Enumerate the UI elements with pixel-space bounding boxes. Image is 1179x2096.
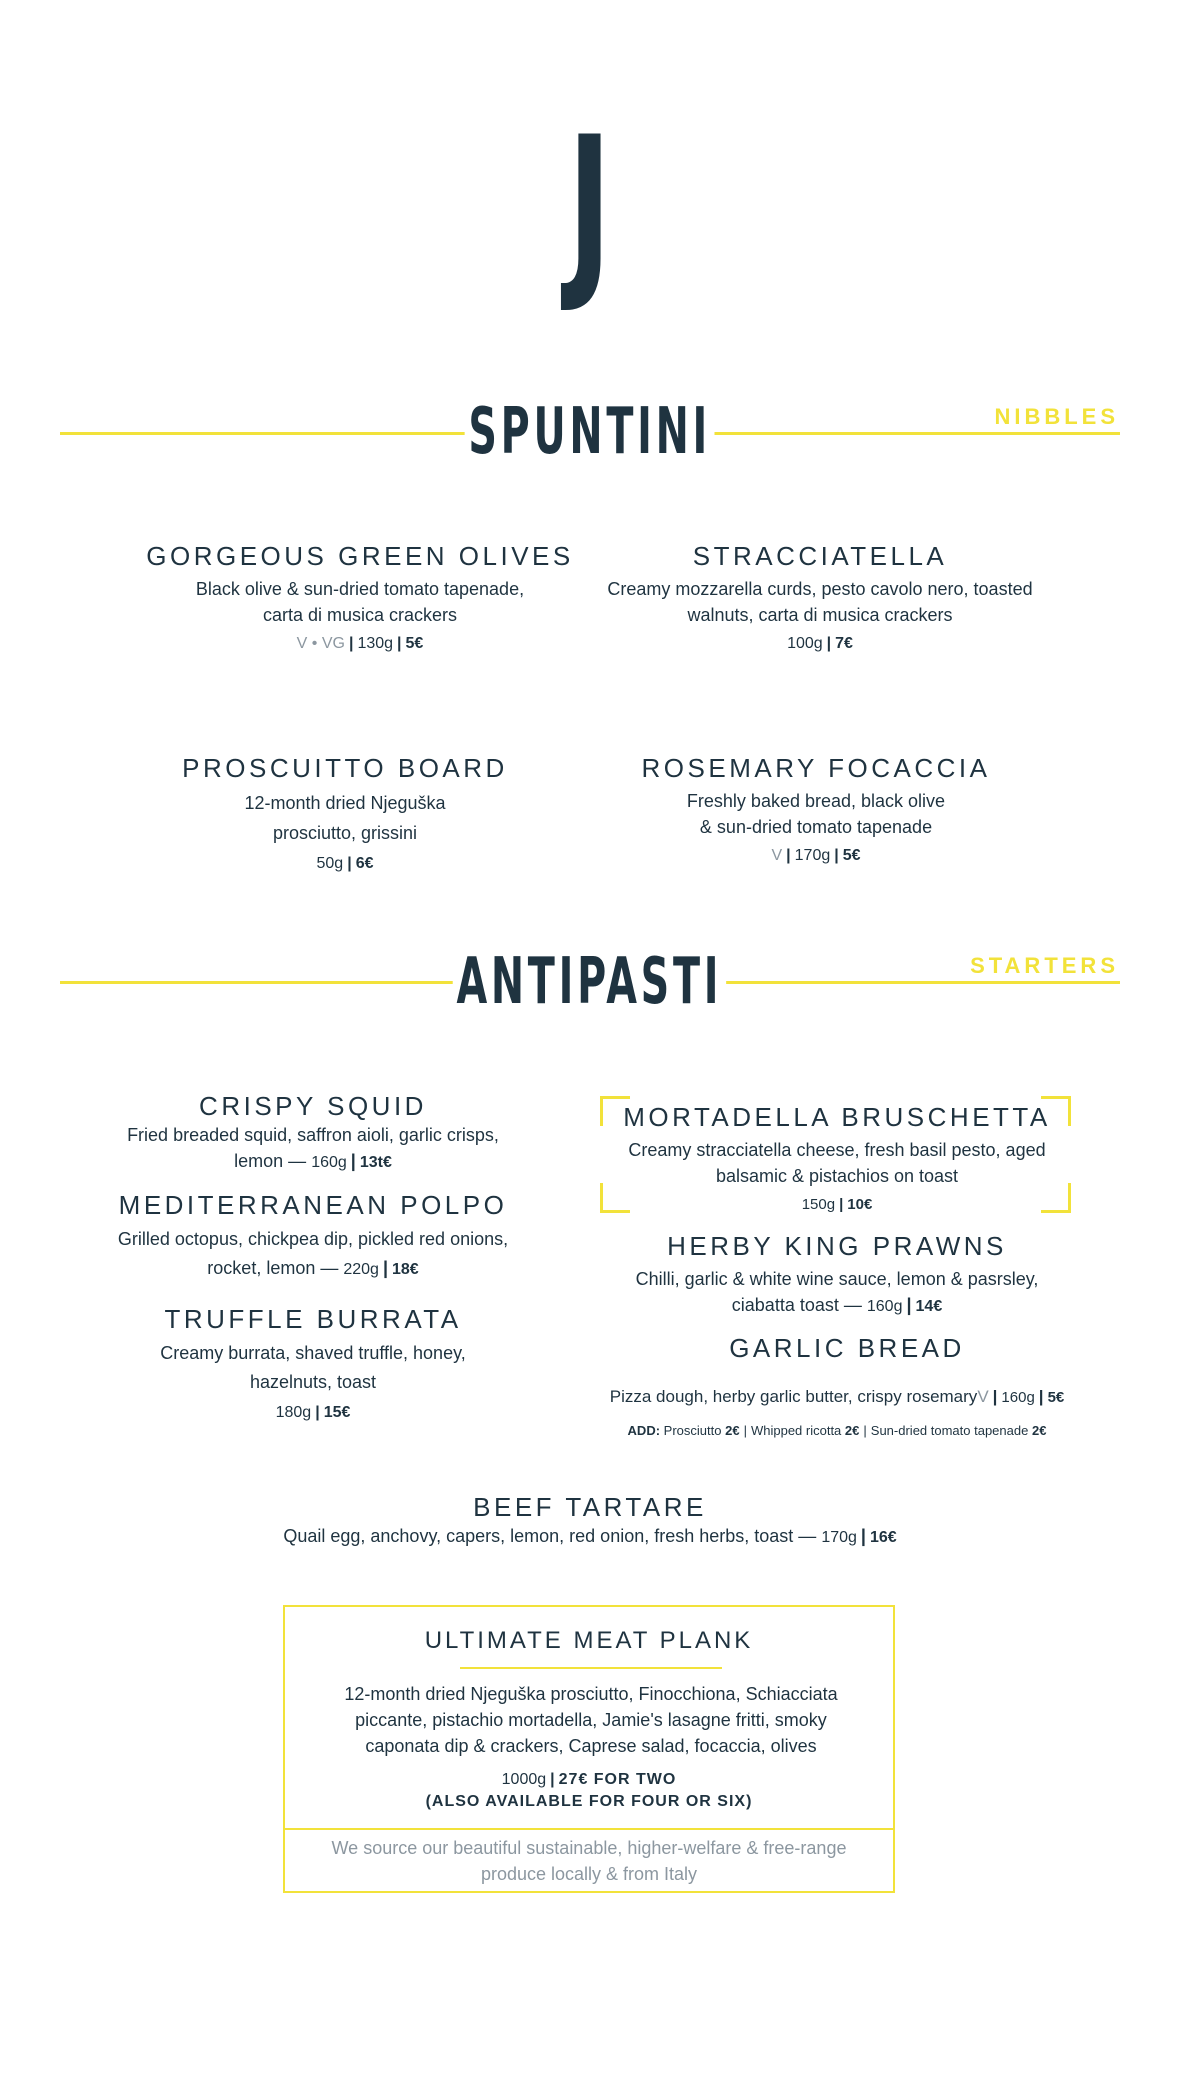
item-meta: V • VG | 130g | 5€: [296, 635, 424, 652]
plank-meta: 1000g | 27€ FOR TWO: [501, 1771, 677, 1788]
item-price: 16€: [869, 1529, 897, 1546]
item-price: 15€: [323, 1404, 351, 1421]
menu-item-garlic-bread: [600, 1332, 1074, 1443]
plank-title: ULTIMATE MEAT PLANK: [424, 1627, 754, 1654]
item-meta: 150g | 10€: [801, 1196, 873, 1213]
item-desc: Grilled octopus, chickpea dip, pickled red onions, rocket, lemon — 220g | 18€: [117, 1229, 509, 1278]
menu-item-rosemary-focaccia: [596, 752, 1036, 868]
menu-item-mortadella-bruschetta: [617, 1101, 1057, 1217]
meat-plank-box: [283, 1605, 895, 1893]
diet-tags: V • VG: [296, 635, 345, 652]
plank-divider: [285, 1828, 893, 1830]
item-desc: Creamy mozzarella curds, pesto cavolo nero, toasted walnuts, carta di musica crackers: [607, 579, 1033, 625]
menu-item-truffle-burrata: [93, 1303, 533, 1425]
item-name: ROSEMARY FOCACCIA: [641, 753, 991, 783]
item-name: BEEF TARTARE: [473, 1492, 707, 1522]
item-meta: 100g | 7€: [787, 635, 853, 652]
item-desc: Creamy stracciatella cheese, fresh basil pesto, aged balsamic & pistachios on toast: [628, 1140, 1046, 1186]
item-desc: Fried breaded squid, saffron aioli, garlic crisps, lemon — 160g | 13t€: [127, 1125, 499, 1171]
menu-item-herby-king-prawns: [617, 1230, 1057, 1320]
sourcing-note: We source our beautiful sustainable, higher-welfare & free-range produce locally & from Italy: [331, 1838, 847, 1884]
item-price: 5€: [405, 635, 424, 652]
item-price: 7€: [835, 635, 853, 652]
item-price: 5€: [1047, 1389, 1065, 1406]
diet-tags: V: [977, 1387, 989, 1406]
menu-item-proscuitto-board: [125, 752, 565, 876]
plank-title-underline: [460, 1667, 722, 1669]
item-price: 18€: [392, 1261, 419, 1278]
plank-price: 27€ FOR TWO: [558, 1771, 677, 1788]
menu-item-beef-tartare: [190, 1491, 990, 1551]
item-price: 13t€: [359, 1154, 392, 1171]
garlic-bread-addons: ADD: Prosciutto 2€ | Whipped ricotta 2€ | Sun-dried tomato tapenade 2€: [627, 1423, 1047, 1438]
item-name: STRACCIATELLA: [692, 541, 948, 571]
item-name: TRUFFLE BURRATA: [164, 1304, 462, 1334]
item-name: CRISPY SQUID: [199, 1091, 427, 1121]
item-desc: Freshly baked bread, black olive & sun-dried tomato tapenade: [686, 791, 946, 837]
item-meta: V | 170g | 5€: [771, 847, 861, 864]
menu-item-green-olives: [140, 540, 580, 656]
item-price: 14€: [915, 1298, 943, 1315]
plank-note: (ALSO AVAILABLE FOR FOUR OR SIX): [425, 1793, 753, 1810]
item-name: GORGEOUS GREEN OLIVES: [146, 541, 574, 571]
item-desc: Creamy burrata, shaved truffle, honey, hazelnuts, toast: [160, 1343, 466, 1392]
item-desc: Quail egg, anchovy, capers, lemon, red onion, fresh herbs, toast — 170g | 16€: [283, 1526, 897, 1546]
item-name: MEDITERRANEAN POLPO: [118, 1190, 508, 1220]
logo-j: J: [567, 96, 612, 317]
item-meta: 50g | 6€: [316, 855, 374, 872]
section-title-spuntini: SPUNTINI: [0, 400, 1179, 464]
section-title-antipasti: ANTIPASTI: [0, 950, 1179, 1014]
item-price: 10€: [847, 1196, 873, 1213]
plank-desc: 12-month dried Njeguška prosciutto, Finocchiona, Schiacciata piccante, pistachio mortadella, Jamie's lasagne fritti, smoky caponata dip & crackers, Caprese salad, focaccia, olives: [344, 1684, 838, 1756]
section-subtitle-starters: STARTERS: [970, 953, 1119, 978]
item-meta: 180g | 15€: [275, 1404, 351, 1421]
item-desc: Black olive & sun-dried tomato tapenade, carta di musica crackers: [195, 579, 525, 625]
item-name: MORTADELLA BRUSCHETTA: [623, 1102, 1051, 1132]
menu-item-stracciatella: [600, 540, 1040, 656]
menu-item-mediterranean-polpo: [93, 1189, 533, 1284]
item-name: PROSCUITTO BOARD: [182, 753, 508, 783]
item-name: HERBY KING PRAWNS: [667, 1231, 1007, 1261]
item-price: 5€: [842, 847, 861, 864]
item-desc: Pizza dough, herby garlic butter, crispy rosemaryV | 160g | 5€: [609, 1387, 1065, 1406]
item-name: GARLIC BREAD: [729, 1333, 965, 1363]
item-desc: 12-month dried Njeguška prosciutto, grissini: [244, 793, 446, 843]
diet-tags: V: [771, 847, 783, 864]
section-subtitle-nibbles: NIBBLES: [994, 404, 1119, 429]
menu-item-crispy-squid: [93, 1090, 533, 1176]
item-desc: Chilli, garlic & white wine sauce, lemon & pasrsley, ciabatta toast — 160g | 14€: [635, 1269, 1039, 1315]
item-price: 6€: [355, 855, 374, 872]
